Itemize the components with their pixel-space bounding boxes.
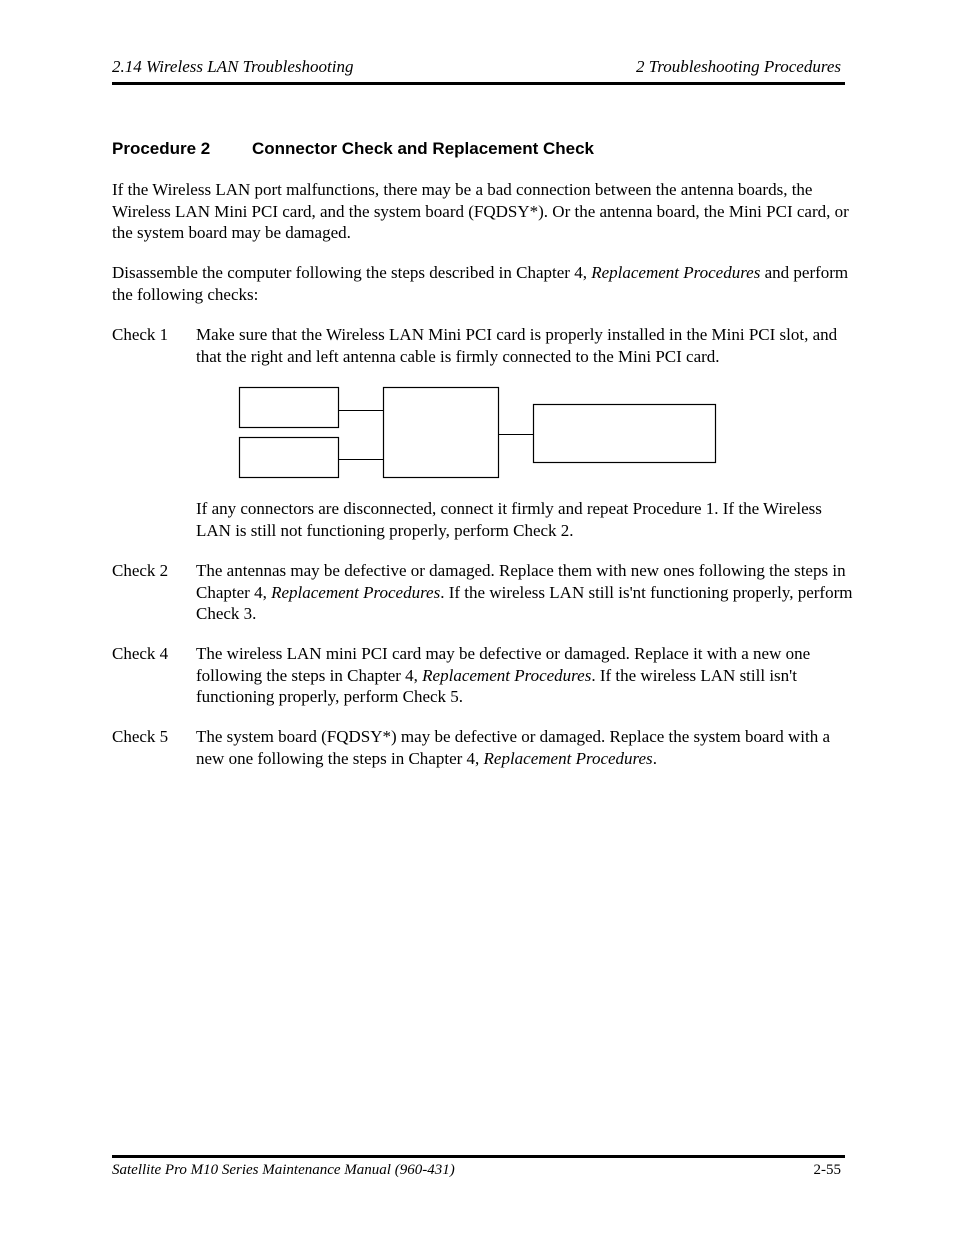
header-section-title: 2.14 Wireless LAN Troubleshooting xyxy=(112,57,354,76)
check2-text xyxy=(196,560,856,625)
check5-reference: Replacement Procedures xyxy=(483,748,653,768)
disassemble-paragraph xyxy=(112,262,852,305)
check4-text-before: The wireless LAN mini PCI card may be defective or damaged. Replace it with a new one following the steps in Chapter 4, xyxy=(196,644,811,685)
procedure-number: Procedure 2 xyxy=(112,139,211,158)
page-number: 2-55 xyxy=(813,1162,841,1178)
page-footer xyxy=(112,1155,845,1178)
check5-label: Check 5 xyxy=(112,727,169,746)
check2-text-before: The antennas may be defective or damaged. Replace them with new ones following the steps in Chapter 4, xyxy=(196,561,846,602)
check1-text: Make sure that the Wireless LAN Mini PCI card is properly installed in the Mini PCI slot, and that the right and left antenna cable is firmly connected to the Mini PCI card. xyxy=(196,325,838,366)
procedure-title: Connector Check and Replacement Check xyxy=(252,139,594,158)
check1-label: Check 1 xyxy=(112,325,169,344)
after-diagram-text: If any connectors are disconnected, connect it firmly and repeat Procedure 1. If the Wireless LAN is still not functioning properly, perform Check 2. xyxy=(196,499,822,540)
check5-text-after: . xyxy=(652,748,657,768)
disassemble-reference: Replacement Procedures xyxy=(591,263,761,282)
procedure-heading xyxy=(112,139,594,159)
disassemble-text-before: Disassemble the computer following the steps described in Chapter 4, xyxy=(112,263,592,282)
antenna-box-bottom xyxy=(240,438,339,478)
check2-reference: Replacement Procedures xyxy=(271,582,441,602)
header-chapter-title: 2 Troubleshooting Procedures xyxy=(636,57,841,76)
check4-reference: Replacement Procedures xyxy=(422,665,592,685)
mini-pci-card-box xyxy=(384,388,499,478)
intro-paragraph: If the Wireless LAN port malfunctions, there may be a bad connection between the antenna boards, the Wireless LAN Mini PCI card, and the system board (FQDSY*). Or the antenna board, the Mini PCI card, or the system board may be damaged. xyxy=(112,180,849,242)
check2-text-after: . If the wireless LAN still is'nt functioning properly, perform Check 3. xyxy=(196,582,853,623)
check2-label: Check 2 xyxy=(112,561,169,580)
check4-text xyxy=(196,643,856,708)
check4-label: Check 4 xyxy=(112,644,169,663)
check5-text xyxy=(196,726,856,769)
disassemble-text-after: and perform the following checks: xyxy=(112,263,849,304)
system-board-box xyxy=(534,405,716,463)
page-header xyxy=(112,56,845,85)
antenna-box-top xyxy=(240,388,339,428)
check4-text-after: . If the wireless LAN still isn't functioning properly, perform Check 5. xyxy=(196,665,797,706)
footer-manual-title: Satellite Pro M10 Series Maintenance Manual (960-431) xyxy=(112,1162,455,1178)
check5-text-before: The system board (FQDSY*) may be defective or damaged. Replace the system board with a new one following the steps in Chapter 4, xyxy=(196,727,831,768)
